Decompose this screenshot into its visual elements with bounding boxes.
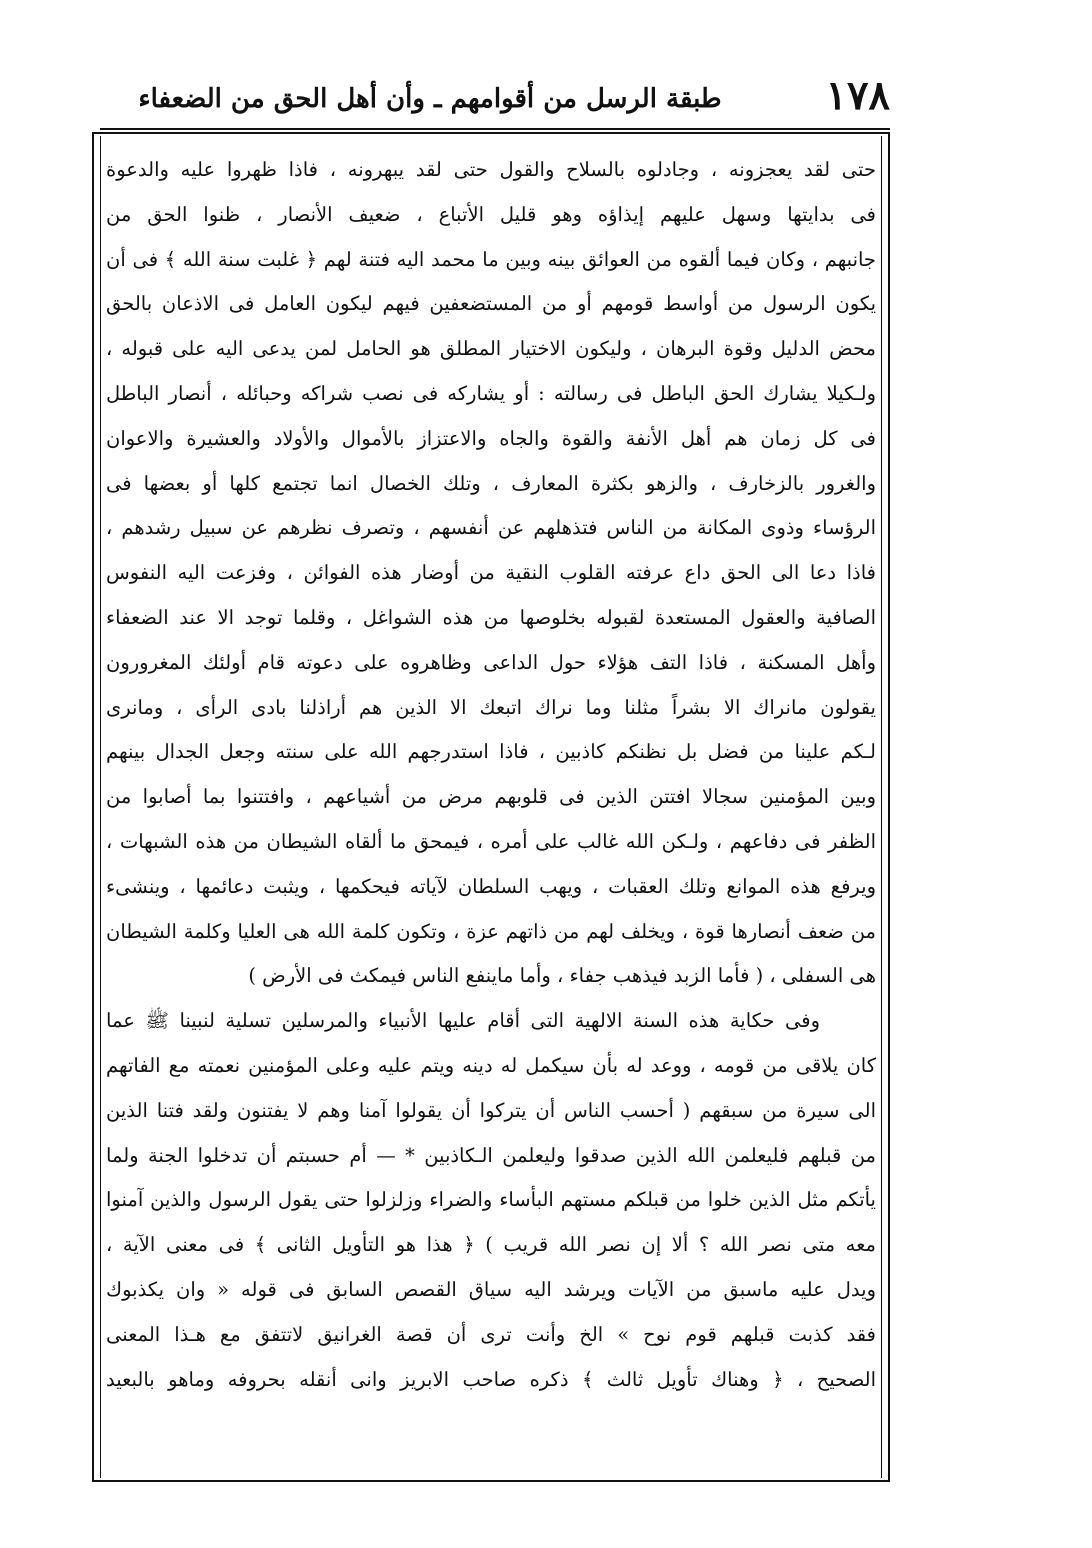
running-title: طبقة الرسل من أقوامهم ـ وأن أهل الحق من الضعفاء	[138, 84, 722, 114]
text-line: هى السفلى ، ( فأما الزبد فيذهب جفاء ، وأما ماينفع الناس فيمكث فى الأرض )	[248, 964, 876, 988]
text-line: معه متى نصر الله ؟ ألا إن نصر الله قريب ) ﴿ هذا هو التأويل الثانى ﴾ فى معنى الآية ،	[106, 1233, 876, 1257]
text-line: يكون الرسول من أواسط قومهم أو من المستضعفين فيهم ليكون العامل فى الاذعان بالحق	[106, 292, 876, 316]
text-line: الظفر فى دفاعهم ، ولـكن الله غالب على أمره ، فيمحق ما ألقاه الشيطان من هذه الشبهات ،	[106, 829, 876, 853]
text-line: فاذا دعا الى الحق داع عرفته القلوب النقية من أوضار هذه الفوائن ، وفزعت اليه النفوس	[106, 561, 876, 585]
text-line: ويدل عليه ماسبق من الآيات ويرشد اليه سياق القصص السابق فى قوله « وان يكذبوك	[106, 1277, 876, 1301]
text-line: حتى لقد يعجزونه ، وجادلوه بالسلاح والقول حتى لقد يبهرونه ، فاذا ظهروا عليه والدعوة	[106, 158, 876, 181]
text-line: جانبهم ، وكان فيما ألقوه من العوائق بينه وبين ما محمد اليه فتنة لهم ﴿ غلبت سنة الله ﴾ فى أن	[106, 247, 876, 271]
text-line: فى بدايتها وسهل عليهم إيذاؤه وهو قليل الأتباع ، ضعيف الأنصار ، ظنوا الحق من	[106, 202, 876, 226]
text-line: يأتكم مثل الذين خلوا من قبلكم مستهم البأساء والضراء وزلزلوا حتى يقول الرسول والذين آمنوا	[106, 1188, 876, 1212]
text-line: الى سيرة من سبقهم ( أحسب الناس أن يتركوا أن يقولوا آمنا وهم لا يفتنون ولقد فتنا الذين	[106, 1098, 876, 1122]
text-line: الصحيح ، ﴿ وهناك تأويل ثالث ﴾ ذكره صاحب الابريز وانى أنقله بحروفه وماهو بالبعيد	[106, 1367, 876, 1391]
body-text	[106, 148, 876, 1402]
text-line: وفى حكاية هذه السنة الالهية التى أقام عليها الأنبياء والمرسلين تسلية لنبينا ﷺ عما	[106, 1009, 820, 1033]
page-header	[100, 70, 900, 126]
text-line: وأهل المسكنة ، فاذا التف هؤلاء حول الداعى وظاهروه على دعوته قام أولئك المغرورون	[106, 650, 876, 674]
text-line: من ضعف أنصارها قوة ، ويخلف لهم من ذاتهم عزة ، وتكون كلمة الله هى العليا وكلمة الشيطان	[106, 919, 876, 943]
text-line: ولـكيلا يشارك الحق الباطل فى رسالته : أو يشاركه فى نصب شراكه وحبائله ، أنصار الباطل	[106, 381, 876, 405]
text-line: يقولون مانراك الا بشراً مثلنا وما نراك اتبعك الا الذين هم أراذلنا بادى الرأى ، ومانرى	[106, 695, 876, 719]
text-line: محض الدليل وقوة البرهان ، وليكون الاختيار المطلق هو الحامل لمن يدعى اليه على قبوله ،	[106, 337, 876, 361]
text-line: فى كل زمان هم أهل الأنفة والقوة والجاه والاعتزاز بالأموال والأولاد والعشيرة والاعوان	[106, 426, 876, 450]
text-line: وبين المؤمنين سجالا افتتن الذين فى قلوبهم مرض من أشياعهم ، وافتتنوا بما أصابوا من	[106, 785, 876, 809]
text-line: الصافية والعقول المستعدة لقبوله بخلوصها من هذه الشواغل ، وقلما توجد الا عند الضعفاء	[106, 605, 876, 629]
page-number: ١٧٨	[825, 72, 890, 119]
text-line: والغرور بالزخارف ، والزهو بكثرة المعارف ، وتلك الخصال انما تجتمع كلها أو بعضها فى	[106, 471, 876, 495]
text-line: ويرفع هذه الموانع وتلك العقبات ، ويهب السلطان لآياته فيحكمها ، ويثبت دعائمها ، وينشىء	[106, 874, 876, 898]
text-line: كان يلاقى من قومه ، ووعد له بأن سيكمل له دينه ويتم عليه وعلى المؤمنين نعمته مع الفاتهم	[106, 1053, 876, 1077]
text-line: فقد كذبت قبلهم قوم نوح » الخ وأنت ترى أن قصة الغرانيق لاتتفق مع هـذا المعنى	[106, 1322, 876, 1346]
header-rule	[100, 128, 890, 130]
text-line: من قبلهم فليعلمن الله الذين صدقوا وليعلمن الـكاذبين * — أم حسبتم أن تدخلوا الجنة ولما	[106, 1143, 876, 1167]
text-line: الرؤساء وذوى المكانة من الناس فتذهلهم عن أنفسهم ، وتصرف نظرهم عن سبيل رشدهم ،	[106, 516, 876, 540]
text-line: لـكم علينا من فضل بل نظنكم كاذبين ، فاذا استدرجهم الله على سنته وجعل الجدال بينهم	[106, 740, 876, 764]
